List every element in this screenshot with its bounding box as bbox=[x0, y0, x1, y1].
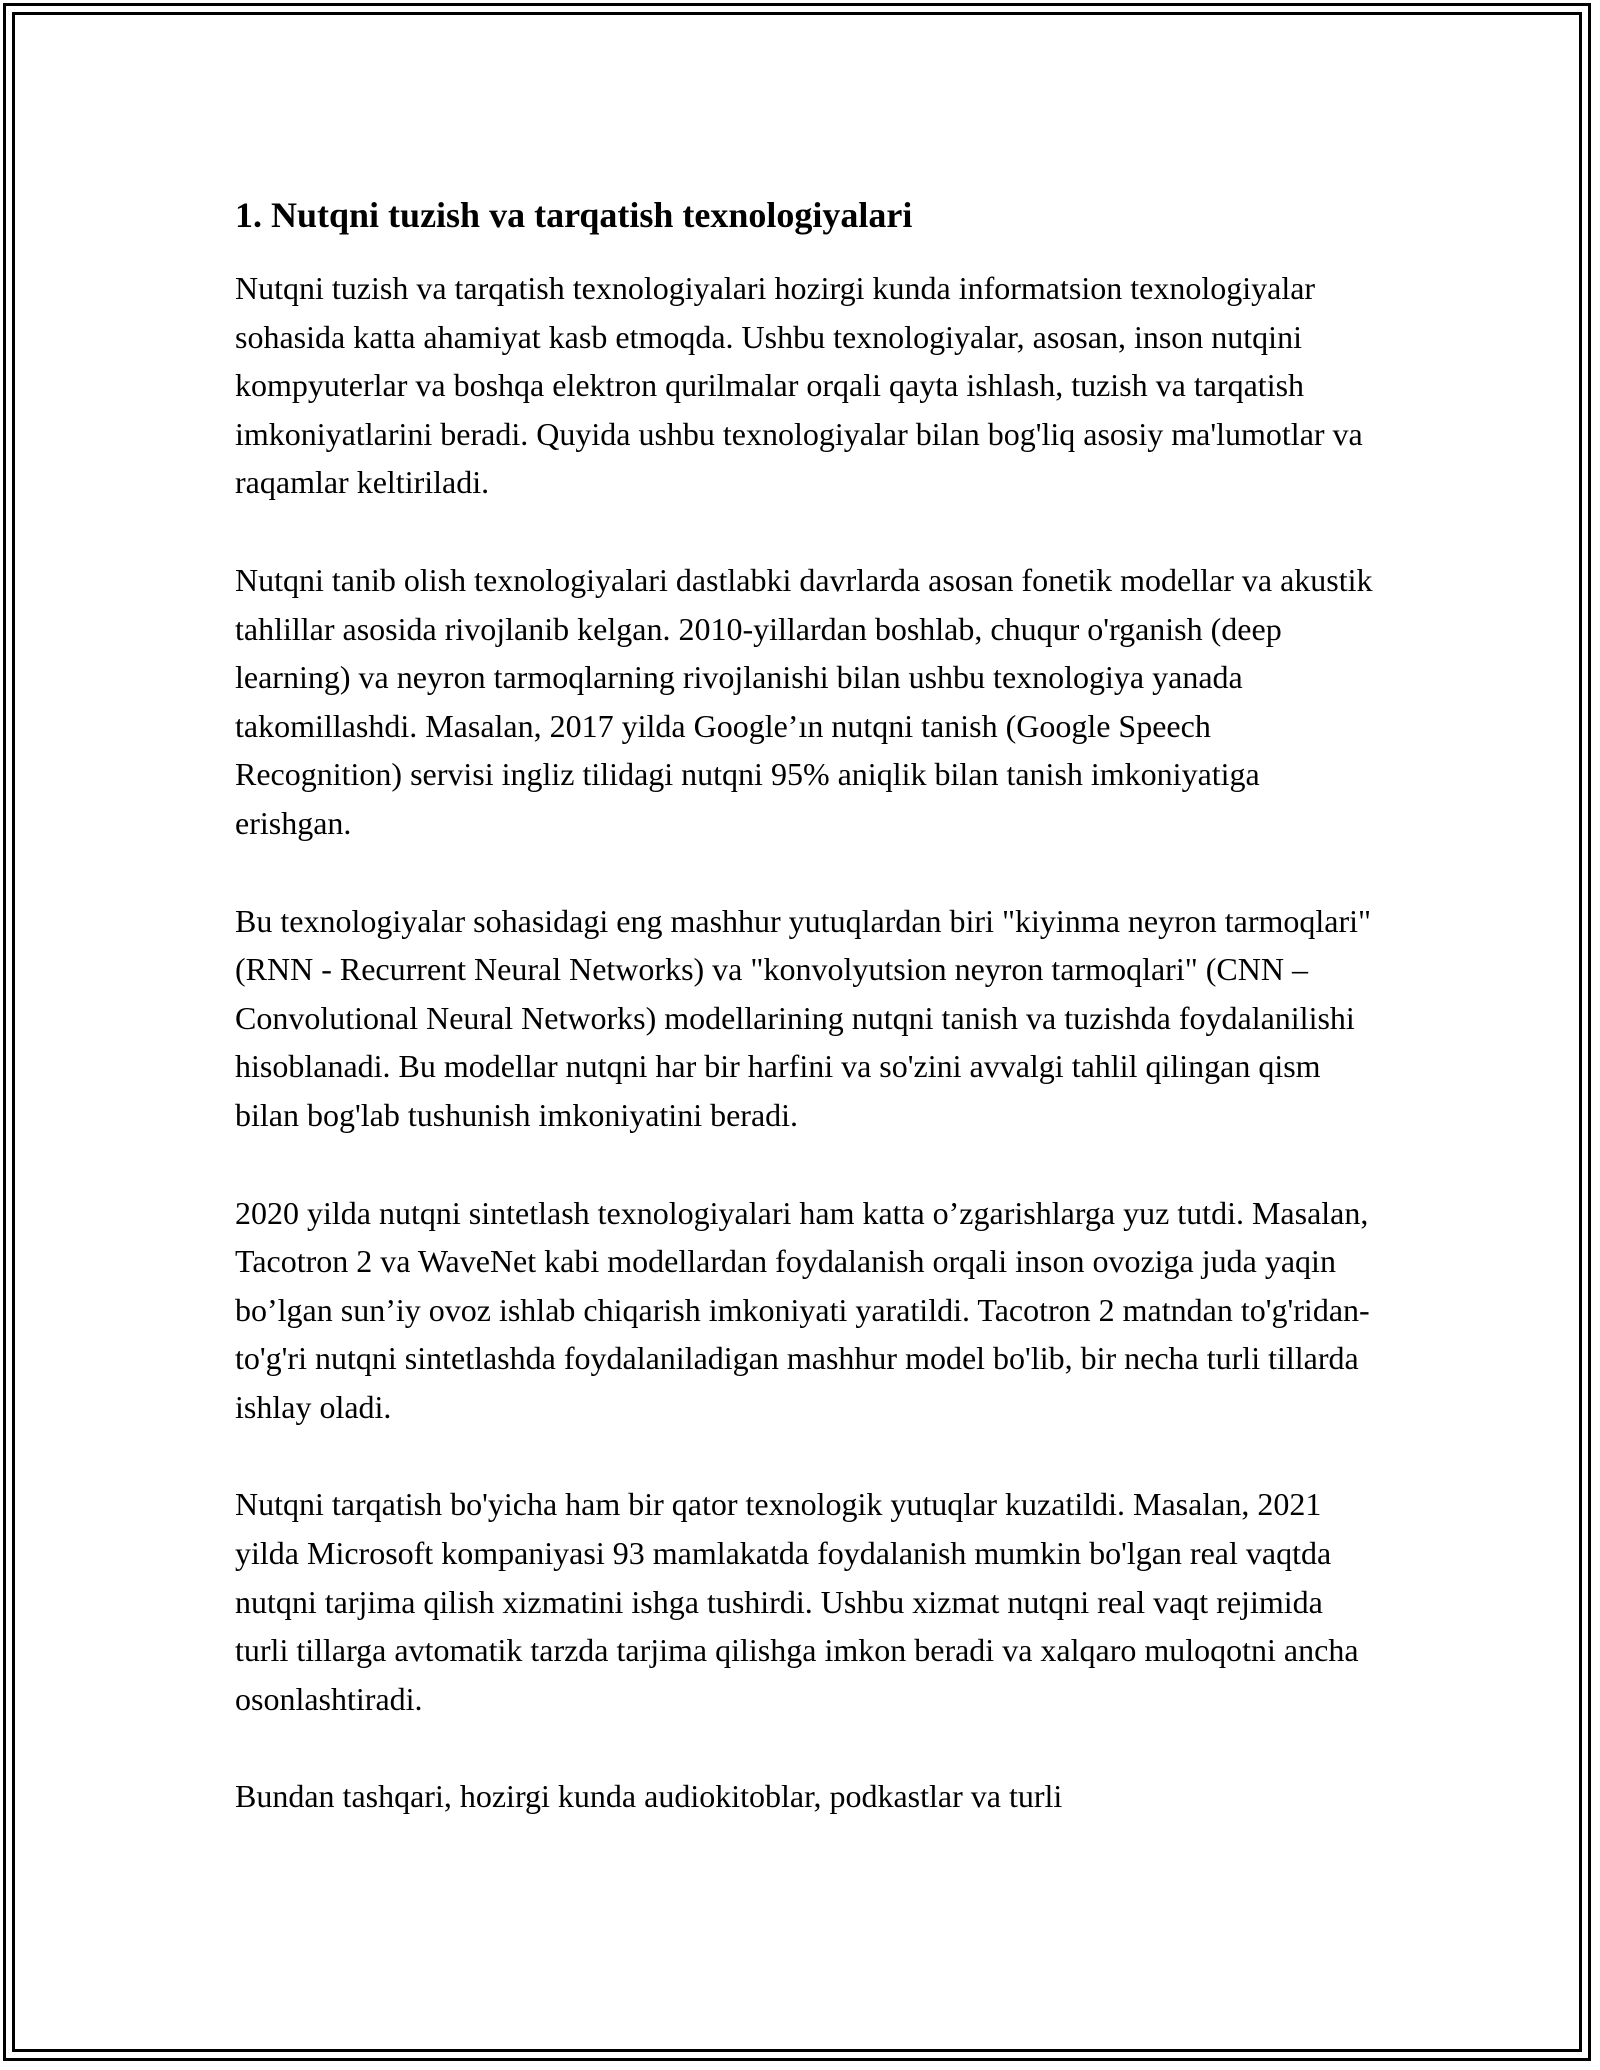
paragraph: Nutqni tarqatish bo'yicha ham bir qator texnologik yutuqlar kuzatildi. Masalan, 2021 yilda Microsoft kompaniyasi 93 mamlakatda foydalanish mumkin bo'lgan real vaqtda nutqni tarjima qilish xizmatini ishga tushirdi. Ushbu xizmat nutqni real vaqt rejimida turli tillarga avtomatik tarzda tarjima qilishga imkon beradi va xalqaro muloqotni ancha osonlashtiradi. bbox=[235, 1486, 1359, 1717]
paragraph: Nutqni tanib olish texnologiyalari dastlabki davrlarda asosan fonetik modellar va akustik tahlillar asosida rivojlanib kelgan. 2010-yillardan boshlab, chuqur o'rganish (deep learning) va neyron tarmoqlarning rivojlanishi bilan ushbu texnologiya yanada takomillashdi. Masalan, 2017 yilda Google’ın nutqni tanish (Google Speech Recognition) servisi ingliz tilidagi nutqni 95% aniqlik bilan tanish imkoniyatiga erishgan. bbox=[235, 561, 1373, 841]
document-body bbox=[235, 190, 1375, 1870]
paragraph: 2020 yilda nutqni sintetlash texnologiyalari ham katta o’zgarishlarga yuz tutdi. Masalan, Tacotron 2 va WaveNet kabi modellardan foydalanish orqali inson ovoziga juda yaqin bo’lgan sun’iy ovoz ishlab chiqarish imkoniyati yaratildi. Tacotron 2 matndan to'g'ridan-to'g'ri nutqni sintetlashda foydalaniladigan mashhur model bo'lib, bir necha turli tillarda ishlay oladi. bbox=[235, 1194, 1370, 1425]
paragraph: Bu texnologiyalar sohasidagi eng mashhur yutuqlardan biri "kiyinma neyron tarmoqlari" (RNN - Recurrent Neural Networks) va "konvolyutsion neyron tarmoqlari" (CNN – Convolutional Neural Networks) modellarining nutqni tanish va tuzishda foydalanilishi hisoblanadi. Bu modellar nutqni har bir harfini va so'zini avvalgi tahlil qilingan qism bilan bog'lab tushunish imkoniyatini beradi. bbox=[235, 902, 1372, 1133]
section-heading: 1. Nutqni tuzish va tarqatish texnologiyalari bbox=[235, 195, 913, 235]
paragraph: Nutqni tuzish va tarqatish texnologiyalari hozirgi kunda informatsion texnologiyalar sohasida katta ahamiyat kasb etmoqda. Ushbu texnologiyalar, asosan, inson nutqini kompyuterlar va boshqa elektron qurilmalar orqali qayta ishlash, tuzish va tarqatish imkoniyatlarini beradi. Quyida ushbu texnologiyalar bilan bog'liq asosiy ma'lumotlar va raqamlar keltiriladi. bbox=[235, 270, 1363, 501]
paragraph: Bundan tashqari, hozirgi kunda audiokitoblar, podkastlar va turli bbox=[235, 1778, 1063, 1815]
